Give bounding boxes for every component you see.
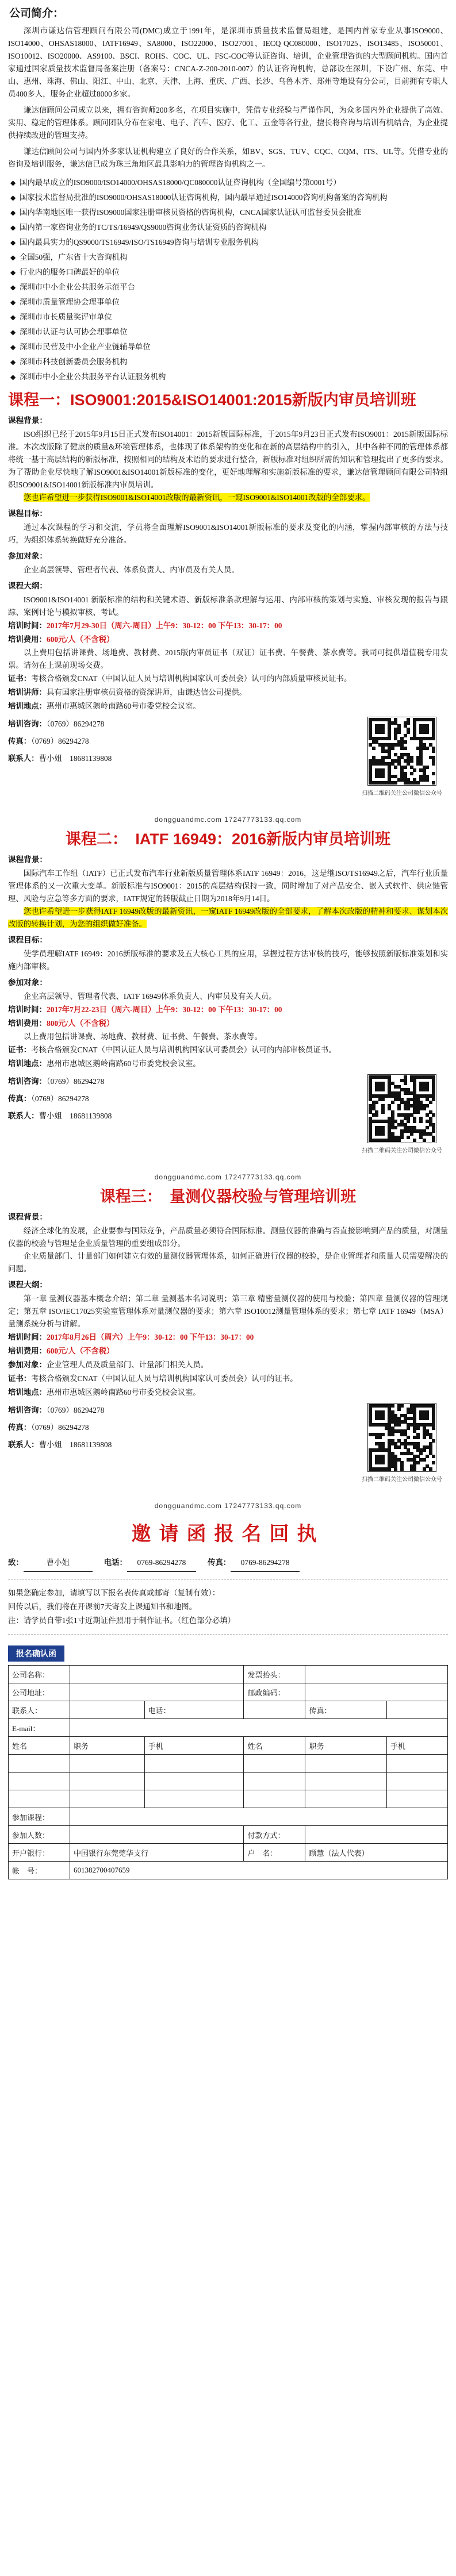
qr-caption: 扫描二维码关注公司微信公众号 xyxy=(362,1477,442,1483)
course-3-address-label: 培训地点： xyxy=(8,1388,47,1397)
course-1-contact: 曹小姐 18681139808 xyxy=(39,754,112,763)
course-3-fax-label: 传真： xyxy=(8,1423,32,1432)
company-address-field[interactable] xyxy=(70,1683,244,1701)
diamond-icon: ◆ xyxy=(10,179,16,187)
diamond-icon: ◆ xyxy=(10,373,16,381)
invitation-title: 邀请函报名回执 xyxy=(131,1523,325,1545)
course-2-fax-label: 传真： xyxy=(8,1094,32,1103)
course-1-fee: 600元/人（不含税） xyxy=(46,635,114,644)
course-3-background-text: 经济全球化的发展，企业要参与国际竞争，产品质量必须符合国际标准。测量仪器的准确与否直接影响到产品的质量，对测量仪器的校验与管理是企业质量管理的重要组成部分。 xyxy=(8,1227,448,1248)
course-1-tel-label: 培训咨询： xyxy=(8,720,47,728)
payment-method-field[interactable] xyxy=(305,1826,448,1844)
zip-code-field[interactable] xyxy=(305,1683,448,1701)
course-1-fee-note: 以上费用包括讲课费、场地费、教材费、2015版内审员证书（双证）证书费、午餐费、茶水费等。我司可提供增值税专用发票。请勿在上课前现场交费。 xyxy=(8,648,448,670)
diamond-icon: ◆ xyxy=(10,358,16,366)
course-1-cert-label: 证书： xyxy=(8,674,32,683)
intro-heading: 公司简介： xyxy=(9,7,64,20)
course-3-contact: 曹小姐 18681139808 xyxy=(39,1440,112,1449)
course-3-fax: （0769）86294278 xyxy=(31,1423,89,1432)
course-1-cert: 考核合格颁发CNAT（中国认证人员与培训机构国家认可委员会）认可的内部质量审核员证书。 xyxy=(31,674,352,683)
course-2-contact: 曹小姐 18681139808 xyxy=(39,1112,112,1120)
attendee-cell[interactable] xyxy=(70,1790,144,1808)
course-2-fax: （0769）86294278 xyxy=(31,1094,89,1103)
invoice-title-field[interactable] xyxy=(305,1666,448,1683)
course-1-fee-label: 培训费用： xyxy=(8,635,47,644)
course-1-address: 惠州市惠城区鹅岭南路60号市委党校会议室。 xyxy=(46,702,201,710)
attendee-cell[interactable] xyxy=(9,1755,70,1773)
course-2-contact-block xyxy=(8,1073,448,1171)
course-3-cert: 考核合格颁发CNAT（中国认证人员与培训机构国家认可委员会）认可的证书。 xyxy=(31,1374,298,1383)
qr-code-icon xyxy=(367,717,436,786)
list-item: ◆ 国家技术监督局批准的ISO9000/OHSAS18000认证咨询机构，国内最早通过ISO14000咨询机构备案的咨询机构 xyxy=(8,190,448,205)
col-name-header: 姓名 xyxy=(9,1737,70,1755)
course-2-address-label: 培训地点： xyxy=(8,1059,47,1068)
course-1-outline-text: ISO9001&ISO14001 新版标准的结构和关键术语、新版标准条款理解与运用、内部审核的策划与实施、审核发现的报告与跟踪、案例讨论与模拟审核、考试。 xyxy=(8,595,448,617)
diamond-icon: ◆ xyxy=(10,283,16,291)
attendee-cell[interactable] xyxy=(305,1755,386,1773)
account-number: 601382700407659 xyxy=(70,1862,447,1879)
diamond-icon: ◆ xyxy=(10,209,16,217)
course-3-audience-label: 参加对象： xyxy=(8,1360,47,1369)
course-2-tel-label: 培训咨询： xyxy=(8,1077,47,1086)
diamond-icon: ◆ xyxy=(10,194,16,202)
diamond-icon: ◆ xyxy=(10,253,16,262)
course-2-fee: 800元/人（不含税） xyxy=(46,1019,114,1028)
diamond-icon: ◆ xyxy=(10,298,16,306)
diamond-icon: ◆ xyxy=(10,239,16,247)
attendee-cell[interactable] xyxy=(305,1790,386,1808)
attendee-cell[interactable] xyxy=(386,1773,447,1790)
company-name-field[interactable] xyxy=(70,1666,244,1683)
course-1-time-label: 培训时间： xyxy=(8,621,47,630)
course-3-address: 惠州市惠城区鹅岭南路60号市委党校会议室。 xyxy=(46,1388,201,1397)
diamond-icon: ◆ xyxy=(10,343,16,351)
attendee-cell[interactable] xyxy=(9,1773,70,1790)
attendee-cell[interactable] xyxy=(244,1773,305,1790)
course-2-address: 惠州市惠城区鹅岭南路60号市委党校会议室。 xyxy=(46,1059,201,1068)
course-3-time-label: 培训时间： xyxy=(8,1333,47,1341)
course-3-tel: （0769）86294278 xyxy=(46,1406,105,1414)
col-title-header: 职务 xyxy=(305,1737,386,1755)
course-3-fee: 600元/人（不含税） xyxy=(46,1347,114,1355)
col-title-header: 职务 xyxy=(70,1737,144,1755)
course-2-cert-label: 证书： xyxy=(8,1045,32,1054)
course-2-objective-text: 使学员理解IATF 16949：2016新版标准的要求及五大核心工具的应用，掌握过程方法审核的技巧，能够按照新版标准策划和实施内部审核。 xyxy=(8,949,448,971)
col-phone-header: 手机 xyxy=(144,1737,244,1755)
course-2-highlight: 您也许希望进一步获得IATF 16949改版的最新资讯，一窥IATF 16949改版的全部要求，了解本次改版的精神和要求、谋划本次改版的转换计划，为您的组织做好准备。 xyxy=(8,907,448,928)
diamond-icon: ◆ xyxy=(10,224,16,232)
list-item: ◆ 深圳市科技创新委员会服务机构 xyxy=(8,355,448,370)
registration-tab: 报名确认函 xyxy=(8,1645,64,1662)
course-3-tel-label: 培训咨询： xyxy=(8,1406,47,1414)
course-3-contact-label: 联系人： xyxy=(8,1440,39,1449)
course-2-site-banner: dongguandmc.com 17247773133.qq.com xyxy=(154,1173,302,1181)
course-1-background-text: ISO组织已经于2015年9月15日正式发布ISO14001：2015新版国际标准，于2015年9月23日正式发布ISO9001：2015新版国际标准。本次改版除了健康的质量&环境管理体系，也体现了体系架构的变化和在新的高层结构中的引入，其中各种不同的管理体系都将统一基于高层结构的新版标准，按照相同的结构及术语的要求进行整合，新版标准对组织所需的知识和管理提出了更多的要求。为了帮助企业尽快地了解ISO9001&ISO14001新版标准的变化，更好地理解和实施新版标准的要求，谦达信管理顾问有限公司特组织ISO9001&ISO14001新版标准内审员培训。 xyxy=(8,430,448,489)
bank-name: 中国银行东莞莞华支行 xyxy=(70,1844,244,1862)
contact-person-field[interactable] xyxy=(70,1701,144,1719)
course-2-time: 2017年7月22-23日（周六-周日）上午9：30-12：00 下午13：30-17：00 xyxy=(46,1005,282,1014)
course-choice-field[interactable] xyxy=(70,1808,447,1826)
course-1-objective-label: 课程目标： xyxy=(8,509,47,518)
course-3-site-banner: dongguandmc.com 17247773133.qq.com xyxy=(154,1502,302,1510)
diamond-icon: ◆ xyxy=(10,313,16,321)
course-1-background-label: 课程背景： xyxy=(8,416,47,425)
diamond-icon: ◆ xyxy=(10,328,16,336)
invitation-header-row: 致： 曹小姐 电话： 0769-86294278 传真： 0769-86294278 xyxy=(8,1554,448,1572)
course-3-cert-label: 证书： xyxy=(8,1374,32,1383)
list-item: ◆ 深圳市市长质量奖评审单位 xyxy=(8,310,448,325)
attendee-cell[interactable] xyxy=(9,1790,70,1808)
course-1-fax: （0769）86294278 xyxy=(31,737,89,745)
diamond-icon: ◆ xyxy=(10,268,16,276)
list-item: ◆ 行业内的服务口碑最好的单位 xyxy=(8,265,448,280)
phone-field[interactable] xyxy=(244,1701,305,1719)
course-1-outline-label: 课程大纲： xyxy=(8,582,47,590)
invitation-fax: 0769-86294278 xyxy=(231,1554,300,1572)
attendee-cell[interactable] xyxy=(386,1790,447,1808)
course-3-audience: 企业管理人员及质量部门、计量部门相关人员。 xyxy=(46,1360,209,1369)
course-2-tel: （0769）86294278 xyxy=(46,1077,105,1086)
col-name-header: 姓名 xyxy=(244,1737,305,1755)
attendee-cell[interactable] xyxy=(244,1755,305,1773)
course-1-time: 2017年7月29-30日（周六-周日）上午9：30-12：00 下午13：30-17：00 xyxy=(46,621,282,630)
qr-caption: 扫描二维码关注公司微信公众号 xyxy=(362,790,442,797)
course-2-objective-label: 课程目标： xyxy=(8,936,47,944)
course-1-title: 课程一：ISO9001:2015&ISO14001:2015新版内审员培训班 xyxy=(8,391,416,409)
course-2-cert: 考核合格颁发CNAT（中国认证人员与培训机构国家认可委员会）认可的内部审核员证书。 xyxy=(31,1045,336,1054)
account-name: 顾慧（法人代表） xyxy=(305,1844,448,1862)
course-1-contact-block xyxy=(8,716,448,813)
course-1-audience-label: 参加对象： xyxy=(8,552,47,560)
course-1-tel: （0769）86294278 xyxy=(46,720,105,728)
course-1-address-label: 培训地点： xyxy=(8,702,47,710)
email-field[interactable] xyxy=(70,1719,447,1737)
list-item: ◆ 国内最具实力的QS9000/TS16949/ISO/TS16949咨询与培训专业服务机构 xyxy=(8,235,448,250)
invitation-tel: 0769-86294278 xyxy=(127,1554,196,1572)
course-1-lecturer: 具有国家注册审核员资格的资深讲师，由谦达信公司提供。 xyxy=(46,688,247,697)
attendee-cell[interactable] xyxy=(305,1773,386,1790)
course-2-fee-label: 培训费用： xyxy=(8,1019,47,1028)
list-item: ◆ 深圳市中小企业公共服务示范平台 xyxy=(8,280,448,295)
course-3-title: 课程三： 量测仪器校验与管理培训班 xyxy=(99,1188,357,1205)
course-1-objective-text: 通过本次课程的学习和交流，学员将全面理解ISO9001&ISO14001新版标准的要求及变化的内涵，掌握内部审核的方法与技巧，为组织体系转换做好充分准备。 xyxy=(8,523,448,544)
attendee-cell[interactable] xyxy=(144,1773,244,1790)
course-2-fee-note: 以上费用包括讲课费、场地费、教材费、证书费、午餐费、茶水费等。 xyxy=(23,1032,262,1041)
list-item: ◆ 国内第一家咨询业务的TC/TS/16949/QS9000咨询业务认证资质的咨询机构 xyxy=(8,220,448,235)
course-1-site-banner: dongguandmc.com 17247773133.qq.com xyxy=(154,816,302,824)
list-item: ◆ 全国50强，广东省十大咨询机构 xyxy=(8,250,448,265)
course-1-contact-label: 联系人： xyxy=(8,754,39,763)
attendee-cell[interactable] xyxy=(70,1773,144,1790)
course-2-background-label: 课程背景： xyxy=(8,855,47,864)
attendee-cell[interactable] xyxy=(386,1755,447,1773)
people-count-field[interactable] xyxy=(70,1826,244,1844)
list-item: ◆ 深圳市中小企业公共服务平台认证服务机构 xyxy=(8,370,448,385)
qualification-list xyxy=(8,175,448,385)
intro-paragraph-2: 谦达信顾问公司成立以来，拥有咨询师200多名，在项目实施中，凭借专业经验与严谨作风，为众多国内外企业提供了高效、实用、稳定的管理体系。顾问团队分布在家电、电子、汽车、医疗、化工、五金等各行业，擅长将咨询与培训有机结合，为企业提供持续改进的管理支持。 xyxy=(8,106,448,140)
course-1-fax-label: 传真： xyxy=(8,737,32,745)
invitation-note-1: 如果您确定参加，请填写以下报名表传真或邮寄（复制有效）： xyxy=(8,1589,220,1597)
registration-form: 公司名称： 发票抬头： 公司地址： 邮政编码： 联系人： 电话： 传真： E-mail： 姓名 职务 手机 姓名 职务 手机 参加课程： 参加人数： 付款方式： 开户银行： 中国银行东莞莞华支行 户 名： 顾慧（法人代表） 帐 号： 601382700407659 xyxy=(8,1665,448,1879)
list-item: ◆ 深圳市认证与认可协会理事单位 xyxy=(8,325,448,340)
col-phone-header: 手机 xyxy=(386,1737,447,1755)
intro-paragraph-3: 谦达信顾问公司与国内外多家认证机构建立了良好的合作关系，如BV、SGS、TUV、CQC、CQM、ITS、UL等。凭借专业的咨询及培训服务，谦达信已成为珠三角地区最具影响力的管理咨询机构之一。 xyxy=(8,147,448,168)
invitation-note-2: 回传以后，我们将在开课前7天寄发上课通知书和地图。 xyxy=(8,1602,197,1611)
list-item: ◆ 国内最早成立的ISO9000/ISO14000/OHSAS18000/QC080000认证咨询机构（全国编号第0001号） xyxy=(8,175,448,190)
fax-field[interactable] xyxy=(386,1701,447,1719)
attendee-cell[interactable] xyxy=(244,1790,305,1808)
invitation-note-3: 注：请学员自带1张1寸近期证件照用于制作证书。（红色部分必填） xyxy=(8,1616,236,1625)
course-3-background-text-2: 企业质量部门、计量部门如何建立有效的量测仪器管理体系，如何正确进行仪器的校验，是企业管理者和质量人员需要解决的问题。 xyxy=(8,1252,448,1273)
attendee-cell[interactable] xyxy=(70,1755,144,1773)
course-1-highlight: 您也许希望进一步获得ISO9001&ISO14001改版的最新资讯，一窥ISO9001&ISO14001改版的全部要求。 xyxy=(23,493,370,502)
course-3-time: 2017年8月26日（周六）上午9：30-12：00 下午13：30-17：00 xyxy=(46,1333,254,1341)
list-item: ◆ 深圳市民营及中小企业产业链辅导单位 xyxy=(8,340,448,355)
intro-paragraph-1: 深圳市谦达信管理顾问有限公司(DMC)成立于1991年，是深圳市质量技术监督局组建，是国内首家专业从事ISO9000、ISO14000、OHSAS18000、IATF16949、SA8000、ISO22000、ISO27001、IECQ QC080000、ISO17025、ISO13485、ISO50001、ISO10012、ISO20000、AS9100、BSCI、ROHS、COC、UL、FSC-COC等认证咨询、培训，企业管理咨询的大型顾问机构。国内首家通过国家质量技术监督局备案注册（备案号：CNCA-Z-200-2010-007）的认证咨询机构，总部设在深圳，下设广州、东莞、中山、惠州、珠海、佛山、阳江、中山、北京、天津、上海、重庆、广西、长沙、乌鲁木齐、郑州等地设有分公司，目前拥有专职人员400多人，服务企业超过8000多家。 xyxy=(8,26,448,98)
qr-code-icon xyxy=(367,1403,436,1472)
course-2-audience-text: 企业高层领导、管理者代表、IATF 16949体系负责人、内审员及有关人员。 xyxy=(23,992,277,1001)
list-item: ◆ 国内华南地区唯一获得ISO9000国家注册审核员资格的咨询机构，CNCA国家认证认可监督委员会批准 xyxy=(8,205,448,220)
list-item: ◆ 深圳市质量管理协会理事单位 xyxy=(8,295,448,310)
course-2-background-text: 国际汽车工作组（IATF）已正式发布汽车行业新版质量管理体系IATF 16949：2016，这是继ISO/TS16949之后，汽车行业质量管理体系的又一次重大变革。新版标准与ISO9001：2015的高层结构保持一致，同时增加了对产品安全、嵌入式软件、供应链管理、风险与应急等多方面的要求，IATF规定的转版截止日期为2018年9月14日。 xyxy=(8,869,448,903)
attendee-cell[interactable] xyxy=(144,1755,244,1773)
course-2-time-label: 培训时间： xyxy=(8,1005,47,1014)
course-3-background-label: 课程背景： xyxy=(8,1213,47,1221)
course-3-fee-label: 培训费用： xyxy=(8,1347,47,1355)
course-2-audience-label: 参加对象： xyxy=(8,978,47,987)
course-2-contact-label: 联系人： xyxy=(8,1112,39,1120)
course-3-contact-block xyxy=(8,1402,448,1500)
course-3-outline-text: 第一章 量测仪器基本概念介绍；第二章 量测基本名词说明；第三章 精密量测仪器的使用与校验；第四章 量测仪器的管理规定；第五章 ISO/IEC17025实验室管理体系对量测仪器的要求；第六章 ISO10012测量管理体系的要求；第七章 IATF 16949（MSA）量测系统分析与讲解。 xyxy=(8,1294,448,1328)
attendee-cell[interactable] xyxy=(144,1790,244,1808)
invitation-to: 曹小姐 xyxy=(24,1554,93,1572)
course-2-title: 课程二： IATF 16949：2016新版内审员培训班 xyxy=(65,831,391,848)
qr-code-icon xyxy=(367,1074,436,1143)
qr-caption: 扫描二维码关注公司微信公众号 xyxy=(362,1148,442,1154)
course-1-audience-text: 企业高层领导、管理者代表、体系负责人、内审员及有关人员。 xyxy=(23,566,239,574)
course-3-outline-label: 课程大纲： xyxy=(8,1281,47,1289)
course-1-lecturer-label: 培训讲师： xyxy=(8,688,47,697)
